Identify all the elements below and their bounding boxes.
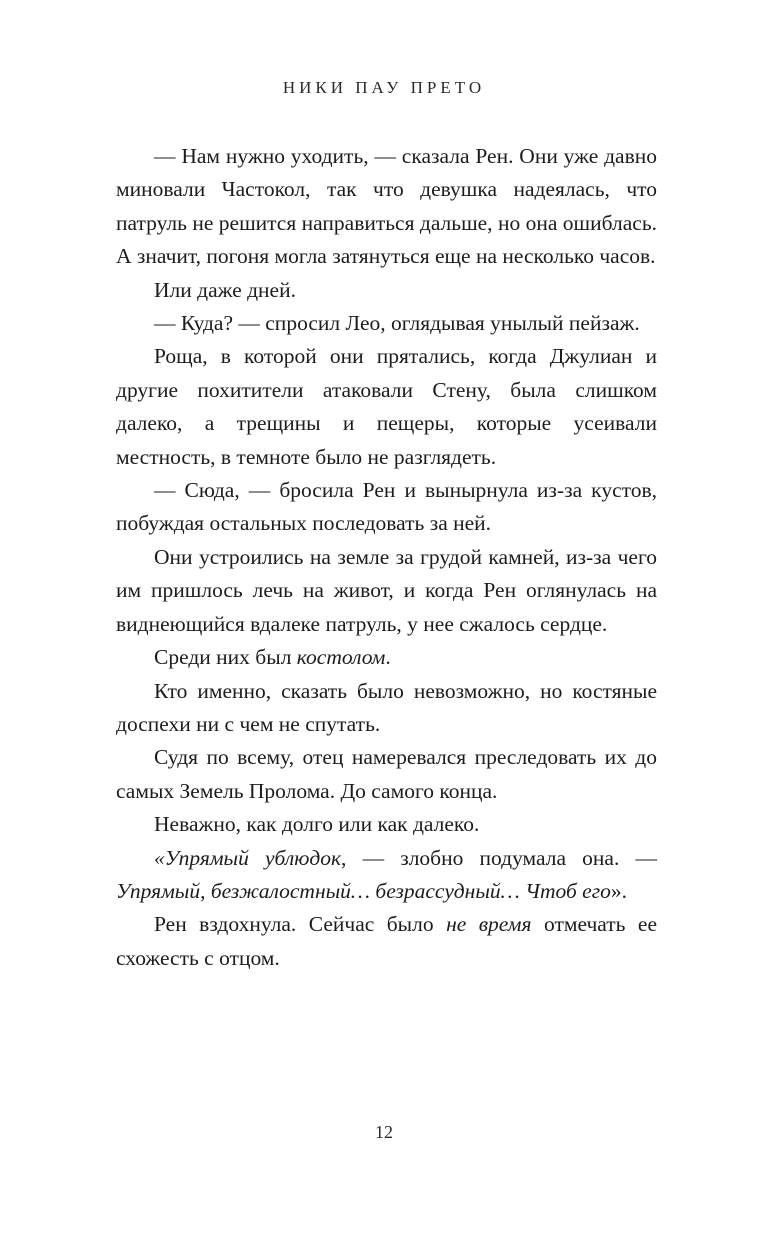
text-run: , — злобно подумала она. — bbox=[341, 845, 657, 870]
italic-run: костолом bbox=[296, 645, 386, 670]
paragraph bbox=[116, 474, 657, 541]
running-header: НИКИ ПАУ ПРЕТО bbox=[282, 78, 486, 97]
text-block bbox=[116, 140, 657, 975]
paragraph bbox=[116, 808, 657, 841]
page-number: 12 bbox=[375, 1122, 393, 1142]
paragraph bbox=[116, 908, 657, 975]
text-run: Они устроились на земле за грудой камней, из-за чего им пришлось лечь на живот, и когда Рен оглянулась на виднеющийся вдалеке патруль, у нее сжалось сердце. bbox=[116, 544, 657, 636]
text-run: . bbox=[385, 645, 391, 670]
text-run: Судя по всему, отец намеревался преследовать их до самых Земель Пролома. До самого конца. bbox=[116, 745, 657, 803]
text-run: Рен вздохнула. Сейчас было bbox=[154, 912, 447, 937]
paragraph bbox=[116, 675, 657, 742]
paragraph bbox=[116, 641, 657, 674]
paragraph bbox=[116, 307, 657, 340]
text-run: Роща, в которой они прятались, когда Джулиан и другие похитители атаковали Стену, была слишком далеко, а трещины и пещеры, которые усеивали местность, в темноте было не разглядеть. bbox=[116, 344, 657, 469]
italic-run: «Упрямый ублюдок bbox=[154, 845, 342, 870]
italic-run: Упрямый, безжалостный… безрассудный… Чтоб его bbox=[116, 878, 611, 903]
text-run: Кто именно, сказать было невозможно, но костяные доспехи ни с чем не спутать. bbox=[116, 678, 657, 736]
text-run: Среди них был bbox=[154, 645, 297, 670]
text-run: — Нам нужно уходить, — сказала Рен. Они уже давно миновали Частокол, так что девушка надеялась, что патруль не решится направиться дальше, но она ошиблась. А значит, погоня могла затянуться еще на несколько часов. bbox=[116, 144, 657, 269]
text-run: Неважно, как долго или как далеко. bbox=[154, 812, 480, 837]
italic-run: не время bbox=[446, 912, 532, 937]
text-run: ». bbox=[610, 878, 627, 903]
text-run: отмечать ее схожесть с отцом. bbox=[116, 912, 657, 970]
text-run: — Куда? — спросил Лео, оглядывая унылый пейзаж. bbox=[154, 311, 640, 336]
paragraph bbox=[116, 741, 657, 808]
text-run: — Сюда, — бросила Рен и вынырнула из-за кустов, побуждая остальных последовать за ней. bbox=[116, 478, 657, 536]
paragraph bbox=[116, 140, 657, 274]
paragraph bbox=[116, 340, 657, 474]
paragraph bbox=[116, 541, 657, 641]
paragraph bbox=[116, 842, 657, 909]
text-run: Или даже дней. bbox=[154, 277, 296, 302]
paragraph bbox=[116, 274, 657, 307]
